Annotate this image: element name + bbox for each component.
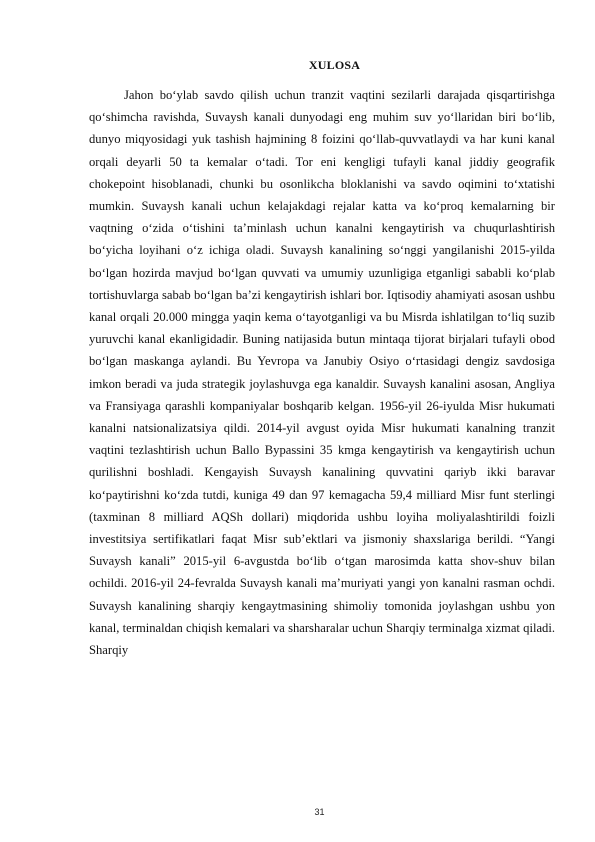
body-paragraph: Jahon bo‘ylab savdo qilish uchun tranzit vaqtini sezilarli darajada qisqartirishga qo‘shimcha ravishda, Suvaysh kanali dunyodagi eng muhim suv yo‘llaridan biri bo‘lib, dunyo miqyosidagi yuk tashish hajmining 8 foizini qo‘llab-quvvatlaydi va har kuni kanal orqali deyarli 50 ta kemalar o‘tadi. Tor eni kengligi tufayli kanal jiddiy geografik chokepoint hisoblanadi, chunki bu osonlikcha bloklanishi va savdo oqimini to‘xtatishi mumkin. Suvaysh kanali uchun kelajakdagi rejalar katta va ko‘proq kemalarning bir vaqtning o‘zida o‘tishini ta’minlash uchun kanalni kengaytirish va chuqurlashtirish bo‘yicha loyihani o‘z ichiga oladi. Suvaysh kanalining so‘nggi yangilanishi 2015-yilda bo‘lgan hozirda mavjud bo‘lgan quvvati va umumiy uzunligiga etganligi sababli ko‘plab tortishuvlarga sabab bo‘lgan ba’zi kengaytirish ishlari bor. Iqtisodiy ahamiyati asosan ushbu kanal orqali 20.000 mingga yaqin kema o‘tayotganligi va bu Misrda ishlatilgan to‘liq suzib yuruvchi kanal ekanligidadir. Buning natijasida butun mintaqa tijorat birjalari tufayli obod bo‘lgan maskanga aylandi. Bu Yevropa va Janubiy Osiyo o‘rtasidagi dengiz savdosiga imkon beradi va juda strategik joylashuvga ega kanaldir. Suvaysh kanalini asosan, Angliya va Fransiyaga qarashli kompaniyalar boshqarib kelgan. 1956-yil 26-iyulda Misr hukumati kanalni natsionalizatsiya qildi. 2014-yil avgust oyida Misr hukumati kanalning tranzit vaqtini tezlashtirish uchun Ballo Bypassini 35 kmga kengaytirish va kengaytirish uchun qurilishni boshladi. Kengayish Suvaysh kanalining quvvatini qariyb ikki baravar ko‘paytirishni ko‘zda tutdi, kuniga 49 dan 97 kemagacha 59,4 milliard Misr funt sterlingi (taxminan 8 milliard AQSh dollari) miqdorida ushbu loyiha moliyalashtirildi foizli investitsiya sertifikatlari faqat Misr sub’ektlari va jismoniy shaxslariga berildi. “Yangi Suvaysh kanali” 2015-yil 6-avgustda bo‘lib o‘tgan marosimda katta shov-shuv bilan ochildi. 2016-yil 24-fevralda Suvaysh kanali ma’muriyati yangi yon kanalni rasman ochdi. Suvaysh kanalining sharqiy kengaytmasining shimoliy tomonida joylashgan ushbu yon kanal, terminaldan chiqish kemalari va sharsharalar uchun Sharqiy terminalga xizmat qiladi. Sharqiy: [89, 88, 555, 658]
page-number: 31: [314, 807, 325, 817]
section-heading: XULOSA: [308, 58, 361, 72]
